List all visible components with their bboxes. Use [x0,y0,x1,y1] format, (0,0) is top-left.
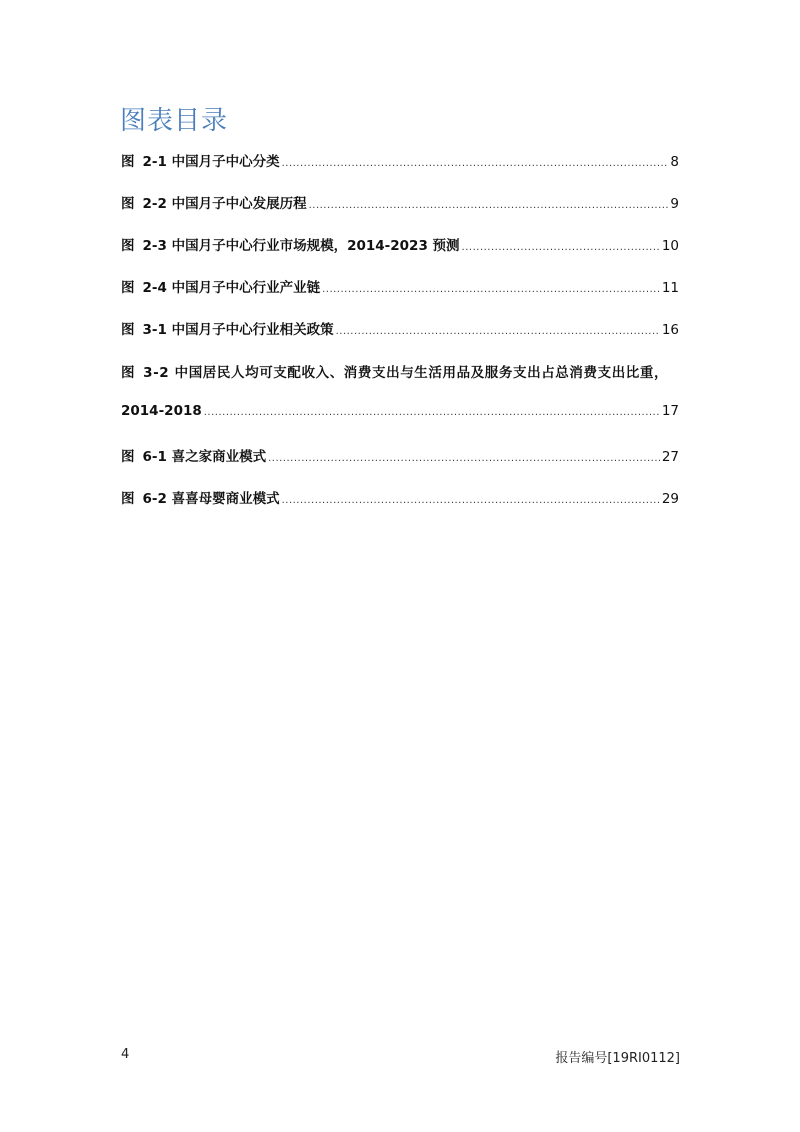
toc-leader-dots [282,158,669,169]
toc-entry-label: 2-1 中国月子中心分类 [142,154,280,170]
toc-fig-prefix: 图 [121,280,135,296]
toc-leader-dots [204,407,660,418]
toc-entry-fig-3-2-continued[interactable] [121,403,679,423]
toc-entry-label-continuation: 2014-2018 [121,403,202,419]
footer-page-number: 4 [121,1047,130,1062]
toc-leader-dots [462,242,660,253]
toc-page-number: 9 [670,196,679,212]
toc-entry-label: 3-1 中国月子中心行业相关政策 [142,322,334,338]
toc-fig-prefix: 图 [121,365,136,381]
toc-entry-fig-2-1[interactable] [121,150,679,170]
toc-entry-label: 6-2 喜喜母婴商业模式 [142,491,280,507]
toc-page-number: 29 [661,491,679,507]
toc-fig-prefix: 图 [121,491,135,507]
toc-page-number: 8 [670,154,679,170]
toc-entry-label: 6-1 喜之家商业模式 [142,449,267,465]
toc-fig-prefix: 图 [121,154,135,170]
toc-page-number: 16 [661,322,679,338]
toc-entry-label: 3-2 中国居民人均可支配收入、消费支出与生活用品及服务支出占总消费支出比重， [143,365,669,381]
toc-page-number: 10 [661,238,679,254]
toc-entry-label: 2-2 中国月子中心发展历程 [142,196,307,212]
toc-entry-label: 2-3 中国月子中心行业市场规模，2014-2023 预测 [142,238,460,254]
toc-entry-fig-6-2[interactable] [121,487,679,507]
toc-page-number: 17 [661,403,679,419]
toc-leader-dots [282,495,660,506]
toc-entry-fig-2-4[interactable] [121,276,679,296]
toc-fig-prefix: 图 [121,238,135,254]
toc-page-number: 27 [661,449,679,465]
toc-fig-prefix: 图 [121,449,135,465]
toc-leader-dots [268,453,660,464]
toc-leader-dots [322,284,660,295]
toc-leader-dots [336,326,660,337]
footer-report-id: 报告编号[19RI0112] [555,1051,680,1066]
toc-entry-fig-2-3[interactable] [121,234,679,254]
toc-entry-fig-2-2[interactable] [121,192,679,212]
toc-entry-fig-3-2[interactable] [121,361,679,381]
toc-fig-prefix: 图 [121,196,135,212]
toc-entry-label: 2-4 中国月子中心行业产业链 [142,280,321,296]
toc-fig-prefix: 图 [121,322,135,338]
page-title: 图表目录 [120,106,229,136]
toc-entry-fig-6-1[interactable] [121,445,679,465]
toc-page-number: 11 [661,280,679,296]
toc-entry-fig-3-1[interactable] [121,318,679,338]
toc-leader-dots [309,200,669,211]
